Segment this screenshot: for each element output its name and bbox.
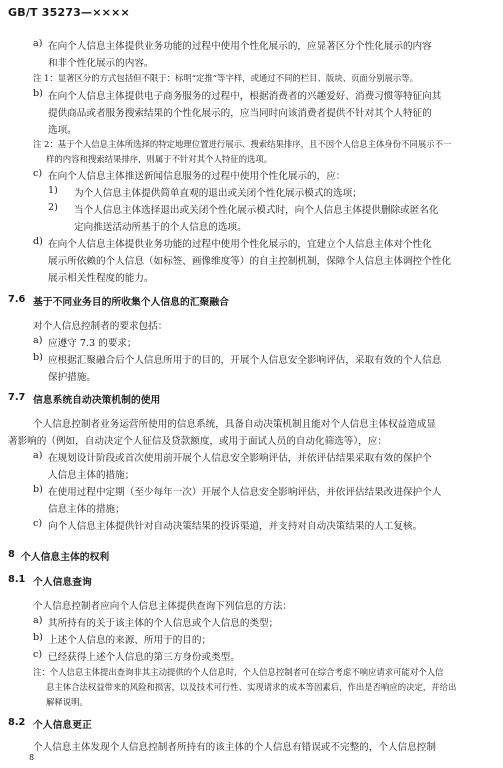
list-marker: d): [33, 236, 43, 247]
paragraph-text: 向个人信息主体提供针对自动决策结果的投诉渠道，并支持对自动决策结果的人工复核。: [48, 521, 423, 532]
list-marker: a): [33, 38, 43, 49]
list-marker: 1): [48, 185, 58, 196]
list-marker: b): [33, 632, 43, 643]
section-number: 7.7: [8, 392, 26, 403]
list-marker: b): [33, 88, 43, 99]
page-number: 8: [29, 753, 35, 762]
paragraph-text: 当个人信息主体选择退出或关闭个性化展示模式时，向个人信息主体提供删除或匿名化: [74, 205, 439, 216]
section-number: 8: [8, 549, 15, 560]
list-marker: c): [33, 168, 43, 179]
section-heading: 信息系统自动决策机制的使用: [33, 395, 161, 406]
paragraph-text: 在向个人信息主体提供业务功能的过程中使用个性化展示的，宜建立个人信息主体对个性化: [48, 239, 432, 250]
list-marker: a): [33, 450, 43, 461]
note-text: 息主体合法权益带来的风险和损害，以及技术可行性、实现请求的成本等因素后，作出是否响应的决定，并给出: [46, 682, 457, 692]
note-text: 注 1：显著区分的方式包括但不限于：标明“定推”等字样，或通过不同的栏目、版块、页面分别展示等。: [33, 73, 419, 83]
paragraph-text: 为个人信息主体提供简单直观的退出或关闭个性化展示模式的选项；: [74, 188, 362, 199]
paragraph-text: 著影响的（例如，自动决定个人征信及贷款额度，或用于面试人员的自动化筛选等），应：: [8, 436, 387, 447]
paragraph-text: 个人信息主体发现个人信息控制者所持有的该主体的个人信息有错误或不完整的，个人信息控制: [33, 742, 436, 753]
list-marker: c): [33, 518, 43, 529]
paragraph-text: 个人信息控制者应向个人信息主体提供查询下列信息的方法：: [33, 601, 293, 612]
section-number: 8.2: [8, 717, 26, 728]
paragraph-text: 展示所依赖的个人信息（如标签、画像维度等）的自主控制机制，保障个人信息主体调控个性化: [48, 256, 451, 267]
list-marker: a): [33, 615, 43, 626]
paragraph-text: 信息主体的措施；: [48, 504, 125, 515]
section-number: 7.6: [8, 294, 26, 305]
list-marker: c): [33, 649, 43, 660]
paragraph-text: 其所持有的关于该主体的个人信息或个人信息的类型；: [48, 618, 279, 629]
paragraph-text: 人信息主体的措施；: [48, 470, 135, 481]
paragraph-text: 和非个性化展示的内容。: [48, 58, 154, 69]
paragraph-text: 在规划设计阶段或首次使用前开展个人信息安全影响评估，并依评估结果采取有效的保护个: [48, 453, 432, 464]
note-text: 注：个人信息主体提出查询非其主动提供的个人信息时，个人信息控制者可在综合考虑不响应请求可能对个人信: [33, 667, 444, 677]
paragraph-text: 应根据汇聚融合后个人信息所用于的目的，开展个人信息安全影响评估，采取有效的个人信息: [48, 355, 442, 366]
paragraph-text: 展示相关性程度的能力。: [48, 273, 154, 284]
section-heading: 个人信息主体的权利: [21, 552, 110, 563]
paragraph-text: 定向推送活动所基于的个人信息的选项。: [74, 222, 247, 233]
paragraph-text: 个人信息控制者业务运营所使用的信息系统，具备自动决策机制且能对个人信息主体权益造成显: [33, 419, 436, 430]
paragraph-text: 在向个人信息主体推送新闻信息服务的过程中使用个性化展示的，应：: [48, 171, 346, 182]
section-heading: 基于不同业务目的所收集个人信息的汇聚融合: [33, 297, 229, 308]
paragraph-text: 保护措施。: [48, 372, 96, 383]
list-marker: b): [33, 352, 43, 363]
paragraph-text: 上述个人信息的来源、所用于的目的；: [48, 635, 212, 646]
paragraph-text: 在向个人信息主体提供电子商务服务的过程中，根据消费者的兴趣爱好、消费习惯等特征向其: [48, 91, 442, 102]
list-marker: a): [33, 335, 43, 346]
paragraph-text: 对个人信息控制者的要求包括：: [33, 321, 168, 332]
list-marker: 2): [48, 202, 58, 213]
paragraph-text: 在向个人信息主体提供业务功能的过程中使用个性化展示的，应显著区分个性化展示的内容: [48, 41, 432, 52]
list-marker: b): [33, 484, 43, 495]
paragraph-text: 应遵守 7.3 的要求；: [48, 338, 137, 349]
note-text: 注 2：基于个人信息主体所选择的特定地理位置进行展示、搜索结果排序，且不因个人信息主体身份不同展示不一: [33, 139, 452, 149]
section-heading: 个人信息查询: [33, 577, 92, 588]
paragraph-text: 选项。: [48, 125, 77, 136]
document-header: GB/T 35273—××××: [8, 6, 130, 19]
paragraph-text: 已经获得上述个人信息的第三方身份或类型。: [48, 652, 240, 663]
paragraph-text: 在使用过程中定期（至少每年一次）开展个人信息安全影响评估，并依评估结果改进保护个人: [48, 487, 442, 498]
section-heading: 个人信息更正: [33, 720, 92, 731]
paragraph-text: 提供商品或者服务搜索结果的个性化展示的，应当同时向该消费者提供不针对其个人特征的: [48, 108, 432, 119]
section-number: 8.1: [8, 574, 26, 585]
note-text: 样的内容和搜索结果排序，则属于不针对其个人特征的选项。: [46, 154, 273, 164]
note-text: 解释说明。: [46, 697, 88, 707]
